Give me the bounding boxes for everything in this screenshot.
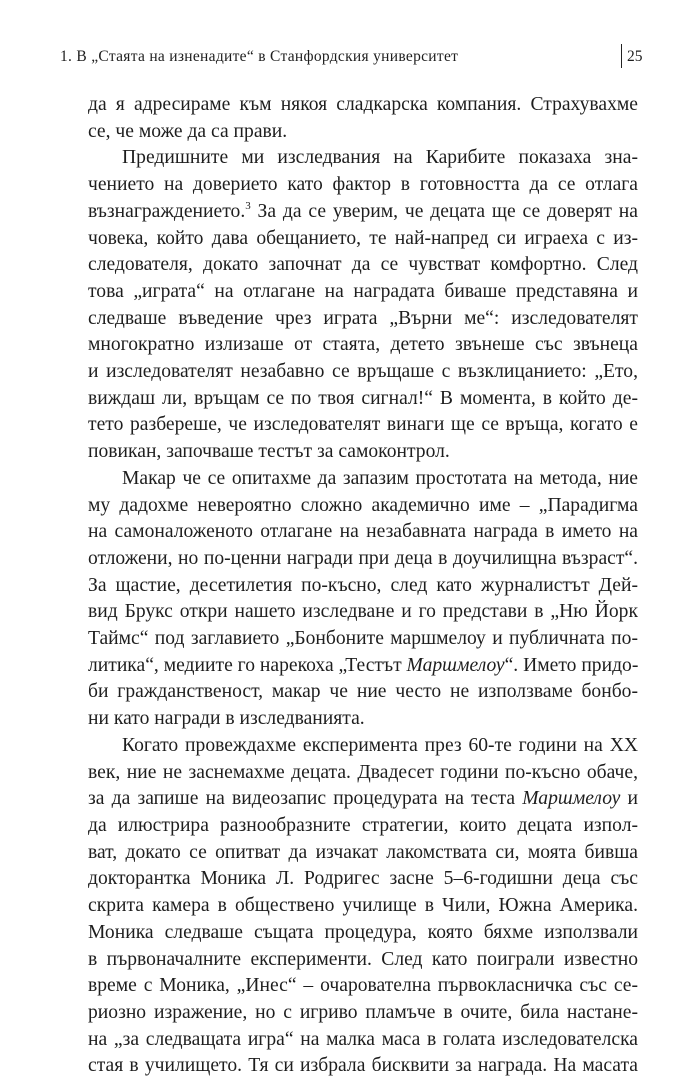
text-line: многократно излизаше от стаята, детето звънеше със звънеца — [88, 334, 638, 356]
text-line: Когато провеждахме експеримента през 60-те години на XX — [122, 734, 638, 756]
text-line: За щастие, десетилетия по-късно, след като журналистът Дей- — [88, 574, 638, 596]
page-number: 25 — [627, 48, 643, 65]
text-line: риозно изражение, но с игриво пламъче в очите, била настане- — [88, 1001, 638, 1023]
text-line: и изследователят незабавно се връщаше с възклицанието: „Ето, — [88, 361, 638, 383]
chapter-title: 1. В „Стаята на изненадите“ в Станфордския университет — [60, 48, 459, 65]
emphasis-text: Маршмелоу — [406, 654, 505, 676]
text-line: вид Брукс откри нашето изследване и го представи в „Ню Йорк — [88, 601, 638, 623]
text-line: време с Моника, „Инес“ – очарователна първокласничка със се- — [88, 975, 638, 997]
text-line: повикан, започваше тестът за самоконтрол. — [88, 441, 450, 463]
text-line: стая в училището. Тя си избрала бисквити за награда. На масата — [88, 1055, 638, 1077]
text-line: това „играта“ на отлагане на наградата биваше представяна и — [88, 280, 638, 302]
header-divider — [621, 44, 622, 68]
body-text — [88, 92, 638, 1080]
text-line — [88, 786, 638, 813]
text-segment: “. Името придо- — [504, 654, 639, 676]
text-line: човека, който дава обещанието, те най-напред си играеха с из- — [88, 227, 638, 249]
text-line: век, ние не заснемахме децата. Двадесет години по-късно обаче, — [88, 761, 638, 783]
text-line: на „за следващата игра“ на малка маса в голата изследователска — [88, 1028, 638, 1050]
text-line: Предишните ми изследвания на Карибите показаха зна- — [122, 147, 638, 169]
text-line: следователя, докато започнат да се чувстват комфортно. След — [88, 254, 638, 276]
text-line — [88, 199, 638, 226]
text-line: ни като награди в изследванията. — [88, 708, 365, 730]
text-line: виждаш ли, връщам се по твоя сигнал!“ В момента, в който де- — [88, 387, 638, 409]
text-line: отложени, но по-ценни награди при деца в доучилищна възраст“. — [88, 547, 638, 569]
text-segment: за да запише на видеозапис процедурата на теста — [88, 788, 523, 810]
text-segment: възнаграждението. — [88, 200, 246, 222]
text-line: следваше въведение чрез играта „Върни ме“: изследователят — [88, 307, 638, 329]
running-head — [60, 44, 643, 72]
text-segment: За да се уверим, че децата ще се доверят на — [257, 200, 638, 222]
text-line — [88, 653, 638, 680]
text-segment: и — [620, 788, 638, 810]
text-line: да илюстрира разнообразните стратегии, които децата изпол- — [88, 814, 638, 836]
text-line: докторантка Моника Л. Родригес засне 5–6-годишни деца със — [88, 868, 638, 890]
text-line: Моника следваше същата процедура, която бяхме използвали — [88, 921, 638, 943]
text-line: му дадохме невероятно сложно академично име – „Парадигма — [88, 494, 638, 516]
text-line: Макар че се опитахме да запазим простотата на метода, ние — [122, 467, 638, 489]
text-line: тето разбереше, че изследователят винаги ще се връща, когато е — [88, 414, 638, 436]
text-line: в първоначалните експерименти. След като поиграли известно — [88, 948, 638, 970]
text-line: скрита камера в обществено училище в Чили, Южна Америка. — [88, 895, 638, 917]
text-segment: литика“, медиите го нарекоха „Тестът — [88, 654, 407, 676]
text-line: да я адресираме към някоя сладкарска компания. Страхувахме — [88, 94, 638, 115]
text-line: би гражданственост, макар че ние често не използваме бонбо- — [88, 681, 638, 703]
text-line: на самоналоженото отлагане на незабавната награда в името на — [88, 521, 638, 543]
text-line: се, че може да са прави. — [88, 120, 288, 142]
text-line: Таймс“ под заглавието „Бонбоните маршмелоу и публичната по- — [88, 628, 638, 650]
text-line: чението на доверието като фактор в готовността да се отлага — [88, 174, 638, 196]
footnote-marker: 3 — [245, 199, 251, 212]
emphasis-text: Маршмелоу — [522, 788, 621, 810]
text-line: ват, докато се опитват да изчакат лакомствата си, моята бивша — [88, 841, 638, 863]
